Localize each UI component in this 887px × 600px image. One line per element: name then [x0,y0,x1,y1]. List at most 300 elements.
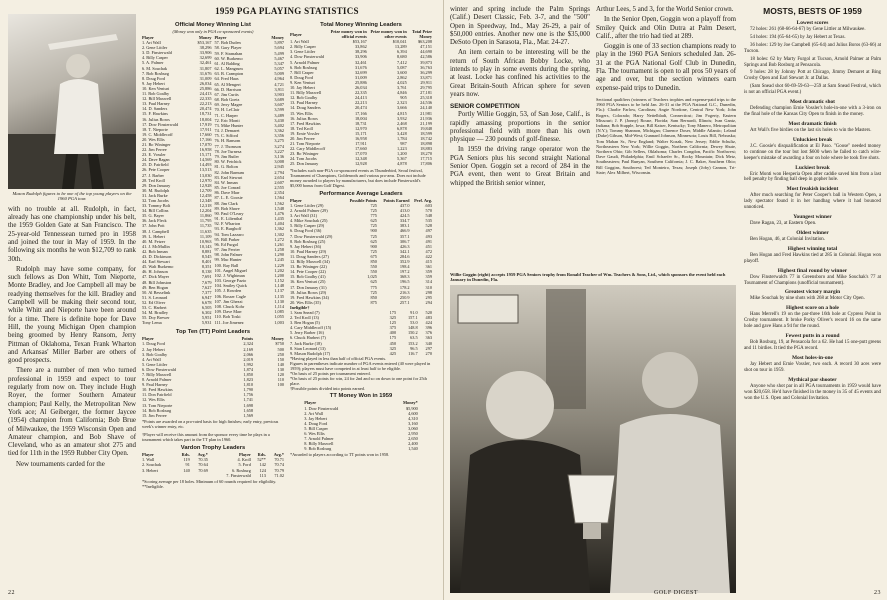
table-cell: 22,335 [354,90,367,96]
table-cell: 45. Walt Burkemo [142,264,174,270]
table-cell: 3,911 [274,86,284,92]
table-cell: 1. Gene Littler (29) [290,203,324,208]
table-cell: 850 [370,259,377,265]
table-cell: 1,548 [274,205,284,211]
table-cell: 140 [183,467,190,473]
table-cell: 1,261 [274,241,284,247]
table-cell: 4. Cary Middlecoff (15) [290,325,332,331]
table-cell: 18,731 [354,120,367,126]
performance-notes [290,356,432,392]
table-cell: 18,599 [420,130,432,136]
table-cell: 2,354 [274,190,284,196]
table-row [215,319,285,325]
table-cell: $10,041 [392,39,407,45]
table-cell: 1,245 [274,257,284,263]
table-cell: 22,213 [354,100,367,106]
table-cell: 1,658 [243,407,254,413]
table-cell: 197.2 [399,269,410,275]
table-cell: 368.3 [399,274,410,280]
table-cell: 7,377 [201,289,212,295]
table-cell: 6. Dow Finsterwald [142,366,177,372]
table-cell: 17,919 [199,121,212,127]
table-cell: 16. Julius Boros [142,116,170,122]
table-cell: 497 [425,228,432,234]
table-cell: 63. B. Crampton [214,71,244,77]
performance-note: †Possible points divided into points earned. [290,386,365,392]
table-cell: 25,886 [199,85,212,91]
table-cell: 5,009 [274,71,284,77]
table-cell: 97. Jim Ferrier [214,247,240,253]
table-cell: 8. Arnold Palmer [142,377,172,383]
table-cell: 90. Paul O'Leary [214,210,244,216]
table-cell: 10,963 [199,238,212,244]
tt-points-table [142,336,284,418]
table-cell: 3,227 [274,148,284,154]
rudolph-photo [8,14,136,189]
table-cell: 13,030 [199,172,212,178]
table-cell: 1,258 [274,247,284,253]
table-cell: 153.2 [407,340,418,346]
table-cell: 3,008 [274,159,284,165]
ineligible-label: Ineligible† [290,304,310,310]
table-cell: 1. Doug Ford [142,341,166,347]
table-cell: 550 [370,269,377,275]
table-row [304,446,418,451]
table-cell: 450 [389,340,397,346]
table-cell: 2. Art Wall [304,410,323,416]
table-cell: 270 [425,350,432,356]
lowest-score-entry: 9 holes: 28 by Johnny Pott at Chicago, Jimmy Demaret at Bing Crosby Open and Earl Stewart Jr. at Dallas. [744,70,881,82]
table-cell: 54. M. Bradley [142,310,169,316]
table-cell: 11,860 [199,213,212,219]
table-cell: 987 [400,141,407,147]
body-paragraph: An item certain to be interesting will be the return of South African Bobby Locke, who intends to play in some events during the spring, at least. Locke has confined his activities to the Great Britain-South African sphere for seven years now. [450,49,590,98]
table-cell: 32,461 [354,59,367,65]
table-cell: 8. Doug Ford [142,75,166,81]
table-cell: 198.4 [399,264,410,270]
table-cell: 26. Pete Cooper [142,167,170,173]
table-cell: 1,272 [274,236,284,242]
table-cell: 16. Julius Boros [290,115,318,121]
table-cell: 1,564 [274,195,284,201]
page-title: 1959 PGA PLAYING STATISTICS [215,6,359,16]
table-cell: 11,795 [199,218,212,224]
body-paragraph: Goggin is one of 33 section champions ready to play in the 1960 PGA Seniors scheduled Jan. 26-31 at the PGA National Golf Club in Dunedin, Fla. The tournament is open to all pros 50 years of age and over, but the section winners earn expense-paid trips to Dunedin. [596,43,736,92]
table-cell: 1,055 [274,314,284,320]
table-cell: 11,109 [199,233,212,239]
table-cell: 47. Dick Mayer [142,274,170,280]
table-cell: 6. Bob Rosburg [290,64,318,70]
senior-body [450,111,590,188]
best-heading: Fewest putts in a round [785,333,840,340]
table-cell: 775 [370,213,377,219]
table-cell: 101. Angel Miguel [214,267,247,273]
table-cell: 297 [425,345,432,351]
table-cell: 357.1 [399,233,410,239]
table-cell: 17,070 [354,151,367,157]
table-cell: 2. Billy Casper [290,44,316,50]
table-cell: 31,009 [199,75,212,81]
table-cell: 88. Jim Clark [214,200,238,206]
table-cell: 3,600 [397,69,407,75]
table-cell: 8,680 [397,54,407,60]
table-cell: 295 [425,294,432,300]
table-cell: 23. E. Vossler [142,152,166,158]
best-heading: Unluckiest break [792,136,833,143]
table-cell: 1,137 [274,288,284,294]
table-cell: 1,741 [243,397,254,403]
vardon-table [142,452,284,477]
table-cell: 19. Fred Hawkins (34) [290,294,329,300]
lowest-score-entry: 72 holes: 261 (68-66-64-67) by Gene Littler at Milwaukee. [750,27,866,32]
table-cell: 451 [425,243,432,249]
table-cell: 55. Doy Brewer [142,315,170,321]
table-cell: 22,335 [199,96,212,102]
table-cell: 12,928 [199,182,212,188]
table-cell: 2,945 [274,164,284,170]
table-cell: 1,025 [367,274,377,280]
best-heading: Greatest victory margin [784,289,841,296]
table-cell: 14. Pete Cooper (22) [290,269,326,275]
table-cell: 20. Wes Ellis [142,136,165,142]
table-cell: 85. Joe Conrad [214,185,241,191]
table-cell: 306.7 [399,238,410,244]
table-cell: 43. D. Dickinson [142,254,172,260]
table-cell: 6. Wes Ellis [304,431,325,437]
table-cell: 5,057 [274,66,284,72]
table-cell: 17,166 [199,136,212,142]
tt-money-title: TT Money Won in 1959 [329,393,393,400]
table-cell: 8,545 [201,254,212,260]
left-photo-column [8,14,136,473]
table-cell: 1,756 [243,392,254,398]
table-cell: 12,928 [354,161,367,167]
table-cell: 5,367 [397,156,407,162]
left-page [0,0,443,600]
tt-money-table [304,400,418,451]
table-cell: 493 [425,233,432,239]
table-cell: 18,883 [420,146,432,152]
table-cell: 38,296 [354,49,367,55]
table-cell: 3,761 [397,85,407,91]
table-cell: 3,903 [274,91,284,97]
table-cell: 41. J. McMullin [142,243,170,249]
table-cell: 6,878 [397,125,407,131]
table-cell: 39. L. Hebert [142,233,165,239]
sectional-qualifiers: Sectional qualifiers (winners of Teachers trophies and expense-paid trips to the 1960 PGA Seniors to be held Jan. 26-31 at the PGA National G.C., Dunedin, Fla.): Charlie Farlow, Carolinas; Angie Nordone, Central New York; John Rogers, Colorado; Harry Nettelbladt, Connecticut; Jim Fogerty, Eastern Missouri; J. P. (Jonny) Rouse, Florida; Sam Bernardi, Illinois; Ivan Gantz, Indiana; Bob Stupple, Iowa; Bill Kaiser, Kentucky; Tony Manero, Metropolitan (N.Y.); Tommy Shannon, Michigan; Clarence Doser, Middle Atlantic; Leland (Duke) Gibson, Mid-West; Gunnard Johnson, Minnesota; Louis Bill, Nebraska; Tom Mahan Sr., New England; Walter Kozak, New Jersey; Eddie Schultz, Northeastern New York; Willie Goggin, Northern California; Dewey Shute, Northern Ohio; Gib Sellers, Oklahoma; Charles Congdon, Pacific Northwest; Dave Gaudi, Philadelphia; Emil Schaefer Sr., Rocky Mountain; Dick Metz, Southeastern; Paul Runyan, Southern California; J. C. Baker, Southern Ohio; Bill Goggins, Southwest; Ted Monteiro, Texas; Joseph (Joby) Cannon, Tri-State; Alex Milbert, Wisconsin. [596,96,736,175]
table-cell: 725 [370,289,377,295]
table-cell: 9. Ken Venturi [290,79,316,85]
table-cell: 325 [389,315,397,321]
table-cell: 1. Wall [142,457,155,463]
table-cell: 24. Tom Jacobs [290,156,317,162]
table-cell: 22. Jim Ferree [142,147,167,153]
table-cell: 74. J. Demaret [214,128,240,134]
table-cell: 625 [370,238,377,244]
table-cell: 2. Jay Hebert [142,346,165,352]
table-cell: 900 [370,228,377,234]
table-cell: 5. Gene Littler [142,361,168,367]
table-cell: 257.1 [399,299,410,305]
table-cell: 70.71 [274,457,284,463]
table-cell: 1,362 [274,226,284,232]
table-cell: 250 [277,351,284,357]
table-cell: 7,691 [201,274,212,280]
table-cell: 550 [370,264,377,270]
table-cell: 19,848 [420,125,432,131]
table-cell: 175 [389,335,397,341]
bests-sections [744,99,881,401]
table-cell: 900 [370,243,377,249]
column-header: Total Prize Money [411,29,432,40]
table-cell: 1,992 [243,361,254,367]
table-cell: 59. F. Stranahan [214,50,243,56]
table-cell: 61. Al Balding [214,60,240,66]
body-paragraph: with no trouble at all. Rudolph, in fact, already has one championship under his belt, the 1959 Golden Gate at San Francisco. The 25-year-old Tennessean turned pro in 1958 and joined the tour in May of 1959. In the following six months he won $12,709 to rank 30th. [8,205,136,263]
table-cell: 1,562 [274,200,284,206]
official-money-table-2 [215,35,285,325]
column-header: Perf. Avg. [414,197,432,203]
table-cell: 15. Wes Ellis [290,110,313,116]
column-header: Player [214,35,227,41]
tt-money-note: *Awarded to players according to TT points won in 1958. [290,452,390,458]
table-cell: 6,505 [201,304,212,310]
table-cell: 12,348 [199,198,212,203]
right-column-1 [450,6,590,192]
lowest-score-entry: (Sam Snead shot 60-69-59-63—259 at Sam Snead Festival, which is not an official PGA event.) [744,84,881,96]
table-cell: 33,906 [354,54,367,60]
left-body-text [8,206,136,469]
table-cell: 24,413 [199,91,212,97]
table-cell: 4,310 [408,415,418,421]
table-cell: 376 [425,330,432,336]
table-cell: 548 [425,213,432,219]
table-cell: 104. Smiley Quick [214,283,247,289]
table-cell: 1,200 [397,151,407,157]
table-cell: 334.7 [399,218,410,224]
table-cell: 422 [425,253,432,259]
column-header: Prize money won in official events [330,29,367,40]
table-row [142,413,284,418]
table-cell: 7,679 [201,279,212,285]
table-cell: 91 [185,462,190,468]
table-cell: 26,034 [199,80,212,86]
table-cell: 130 [277,366,284,372]
table-cell: 20,474 [199,106,212,112]
table-cell: 119 [183,457,190,463]
table-cell: 1,850 [243,372,254,377]
best-text: Ben Hogan, 46, at Colonial Invitation. [750,236,825,242]
table-cell: 8. Billy Maxwell [304,441,334,447]
table-cell: 1,152 [274,278,284,284]
table-cell: 108. Chuck Kohr [214,303,245,309]
table-cell: 67. Jim Curtis [214,91,239,97]
table-cell: 3,362 [274,128,284,134]
table-cell: 3,160 [408,420,418,426]
table-cell: 5. Ford [238,462,251,468]
table-cell: 3,599 [274,107,284,113]
table-cell: 26,034 [354,85,367,91]
trophy-ceremony-illustration [450,285,736,593]
performance-note: *On basis of 25 points per tournament entered. [290,371,371,377]
table-cell: 1. Dow Finsterwald [304,405,339,411]
money-list-section [142,20,284,492]
table-cell: 8. Stan Leonard (13) [290,345,326,351]
table-cell: 4. Billy Casper [142,55,168,61]
table-cell: 95. Bill Parker [214,236,240,242]
table-cell: 33,862 [354,44,367,50]
table-cell: 4. Doug Ford [304,420,328,426]
table-cell: 6. Chuck Harbert (7) [290,335,326,341]
right-body-2 [596,6,736,93]
table-cell: 11,635 [199,228,212,234]
table-cell: 500 [277,346,284,352]
best-heading: Most holes-in-one [792,354,833,361]
table-cell: 76. H. Ransom [214,138,241,144]
table-cell: 24,536 [420,100,432,106]
table-cell: 36. Jack Fleck [142,218,167,224]
table-cell: 3,489 [274,112,284,118]
tt-points-title: Top Ten (TT) Point Leaders [175,329,251,336]
goggin-photo [450,285,736,593]
table-cell: 1,202 [274,267,284,273]
table-cell: 110 [277,377,284,383]
table-cell: 99. Mac Hunter [214,257,242,263]
table-row [142,320,212,325]
column-header: Rds. [181,452,190,458]
table-cell: 4,025 [397,79,407,85]
table-cell: 8,401 [201,259,212,265]
table-cell: 196.5 [399,279,410,285]
table-cell: 33,871 [420,74,432,80]
table-cell: 91. E. Lilienthal [214,216,243,222]
table-cell: 6,394 [397,49,407,55]
table-cell: 2,862 [397,74,407,80]
body-paragraph: In the Senior Open, Goggin won a playoff from Smiley Quick and Olin Dutra at Palm Desert, Calif., after the trio had tied at 289. [596,16,736,40]
table-cell: 5,897 [274,40,284,46]
table-cell: $5,900 [405,405,418,411]
table-cell: 23. Bo Wininger [290,151,319,157]
table-cell: 1. Art Wall [290,39,309,45]
right-page [443,0,887,600]
table-cell: 17,660 [354,146,367,152]
performance-table [290,198,432,305]
table-cell: 82. John Barnum [214,169,244,175]
table-cell: 5,467 [274,55,284,61]
table-cell: 675 [370,253,377,259]
table-cell: 71.02 [274,472,284,478]
table-cell: 34. Bill Collins [142,208,169,214]
table-cell: 352.9 [399,259,410,265]
table-cell: 63.5 [410,335,418,341]
stats-area [142,6,432,489]
table-cell [190,473,208,478]
table-cell: 25. D. Fairfield [142,162,169,168]
column-header: Player [142,35,154,40]
table-cell: 15,171 [354,130,367,136]
table-cell: 48. Bill Johnston [142,279,172,285]
table-cell: 1,135 [274,293,284,299]
table-cell: 5. Billy Casper (29) [290,223,325,229]
table-cell: 14. Bob Rosburg [142,407,172,413]
table-cell: 5. Arnold Palmer [290,59,320,65]
table-cell: 1,790 [243,387,254,393]
table-cell: 53.0 [410,320,418,326]
table-cell: 12,318 [199,203,212,209]
table-cell: 2,650 [408,436,418,442]
column-header: Player [290,31,302,37]
table-cell: 9. Paul Harney [142,382,168,388]
column-header: Prize money won in other events [370,29,407,40]
table-cell: $750 [275,341,284,347]
best-text: J.C. Goosie's disqualification at El Paso. "Goose" needed money to continue on the tour but lost $600 when he failed to catch wire-keeper's mistake of awarding a four on hole where he took five shots. [744,143,881,161]
body-paragraph: Rudolph may have some company, for such fellows as Don Whitt, Tom Nieporte, Monte Bradley, and Joe Campbell all may be readying themselves for the kill. Bradley and Campbell will be making their second tour, while Whitt and Nieporte have been around for a time. There is definite hope for Dave Hill, the young Michigan Open champion being groomed by Henry Ransom, Jerry Pittman of Oklahoma, Texan Frank Wharton and Arkansas' Miller Barber are others of good prospects. [8,265,136,365]
table-cell: 10,143 [199,243,212,249]
table-cell: 1,200 [274,272,284,278]
table-cell: 17. Fred Hawkins [290,120,321,126]
table-cell: 2,555 [274,185,284,191]
tt-points-note-2: †Player will receive this amount from the sponsor every time he plays in a tournament which takes part in the TT plan in 1960. [142,432,270,443]
table-cell: 3. Ben Hogan (5) [290,320,320,326]
column-header: Rds. [257,452,266,458]
table-cell: 2,607 [274,179,284,185]
official-money-subtitle: (Money won only in PGA co-sponsored events) [172,29,254,34]
table-cell: 11. Don Fairfield [142,392,172,398]
table-cell: 150.2 [407,330,418,336]
table-cell: 91.0 [410,309,418,315]
best-text: Hans Merrell's 19 on the par-three 16th hole at Cypress Point in Crosby tournament. It broke Porky Oliver's record 16 on the same hole and gave Hans a 94 for the round. [744,312,881,330]
table-cell: 31,676 [354,64,367,70]
table-cell: 3,402 [274,122,284,128]
table-cell: Tony Lema [142,320,162,326]
table-cell: 25,318 [420,95,432,101]
table-cell: 400 [389,330,397,336]
table-cell: 491 [425,238,432,244]
table-cell: 50. Al Besselink [142,289,171,295]
table-cell: 18,731 [199,111,212,117]
table-cell: 24,140 [420,105,432,111]
table-cell: 18,270 [420,151,432,157]
table-cell: 1,540 [408,446,418,452]
table-cell: 44. Earl Stewart [142,259,170,265]
table-cell: 49. Ben Hogan [142,284,168,290]
table-cell: 113 [259,472,266,478]
body-paragraph: winter and spring include the Palm Springs (Calif.) Desert Classic, Feb. 3-7, and the "500" Open in Speedway, Ind., May 26-29, a pair of $50,000 entries. Another new one is the $35,000 DeSoto Open in Sarasota, Fla., Mar. 24-27. [450,6,590,47]
table-cell: 125 [389,320,397,326]
table-cell: 87. L. E. Goosie [214,195,243,201]
table-cell: 116.7 [408,350,418,356]
table-cell: 359 [425,274,432,280]
table-cell: 12. Billy Maxwell (34) [290,259,330,265]
table-cell: 2. Souchak [142,462,162,468]
table-cell: 7. Arnold Palmer [304,436,334,442]
table-cell: 18. T. Nieporte [142,126,168,132]
table-cell: 383.1 [399,223,410,229]
column-header: Player [238,452,251,458]
table-cell: 93. E. Burghoff [214,226,242,232]
table-cell: $53,167 [197,40,212,46]
table-cell: 7,627 [201,284,212,290]
table-cell: 106. Rosser Cagle [214,293,246,299]
table-cell: 105. J. Rowden [214,288,242,294]
table-cell: 25,886 [354,79,367,85]
column-header: Money [271,35,284,41]
table-cell: 65. Al Mengert [214,81,241,87]
table-cell: 2. Ted Kroll (13) [290,315,319,321]
table-cell: 31,676 [199,70,212,76]
table-cell: 3,136 [274,153,284,159]
table-cell: 13. Paul Harney [142,101,170,107]
